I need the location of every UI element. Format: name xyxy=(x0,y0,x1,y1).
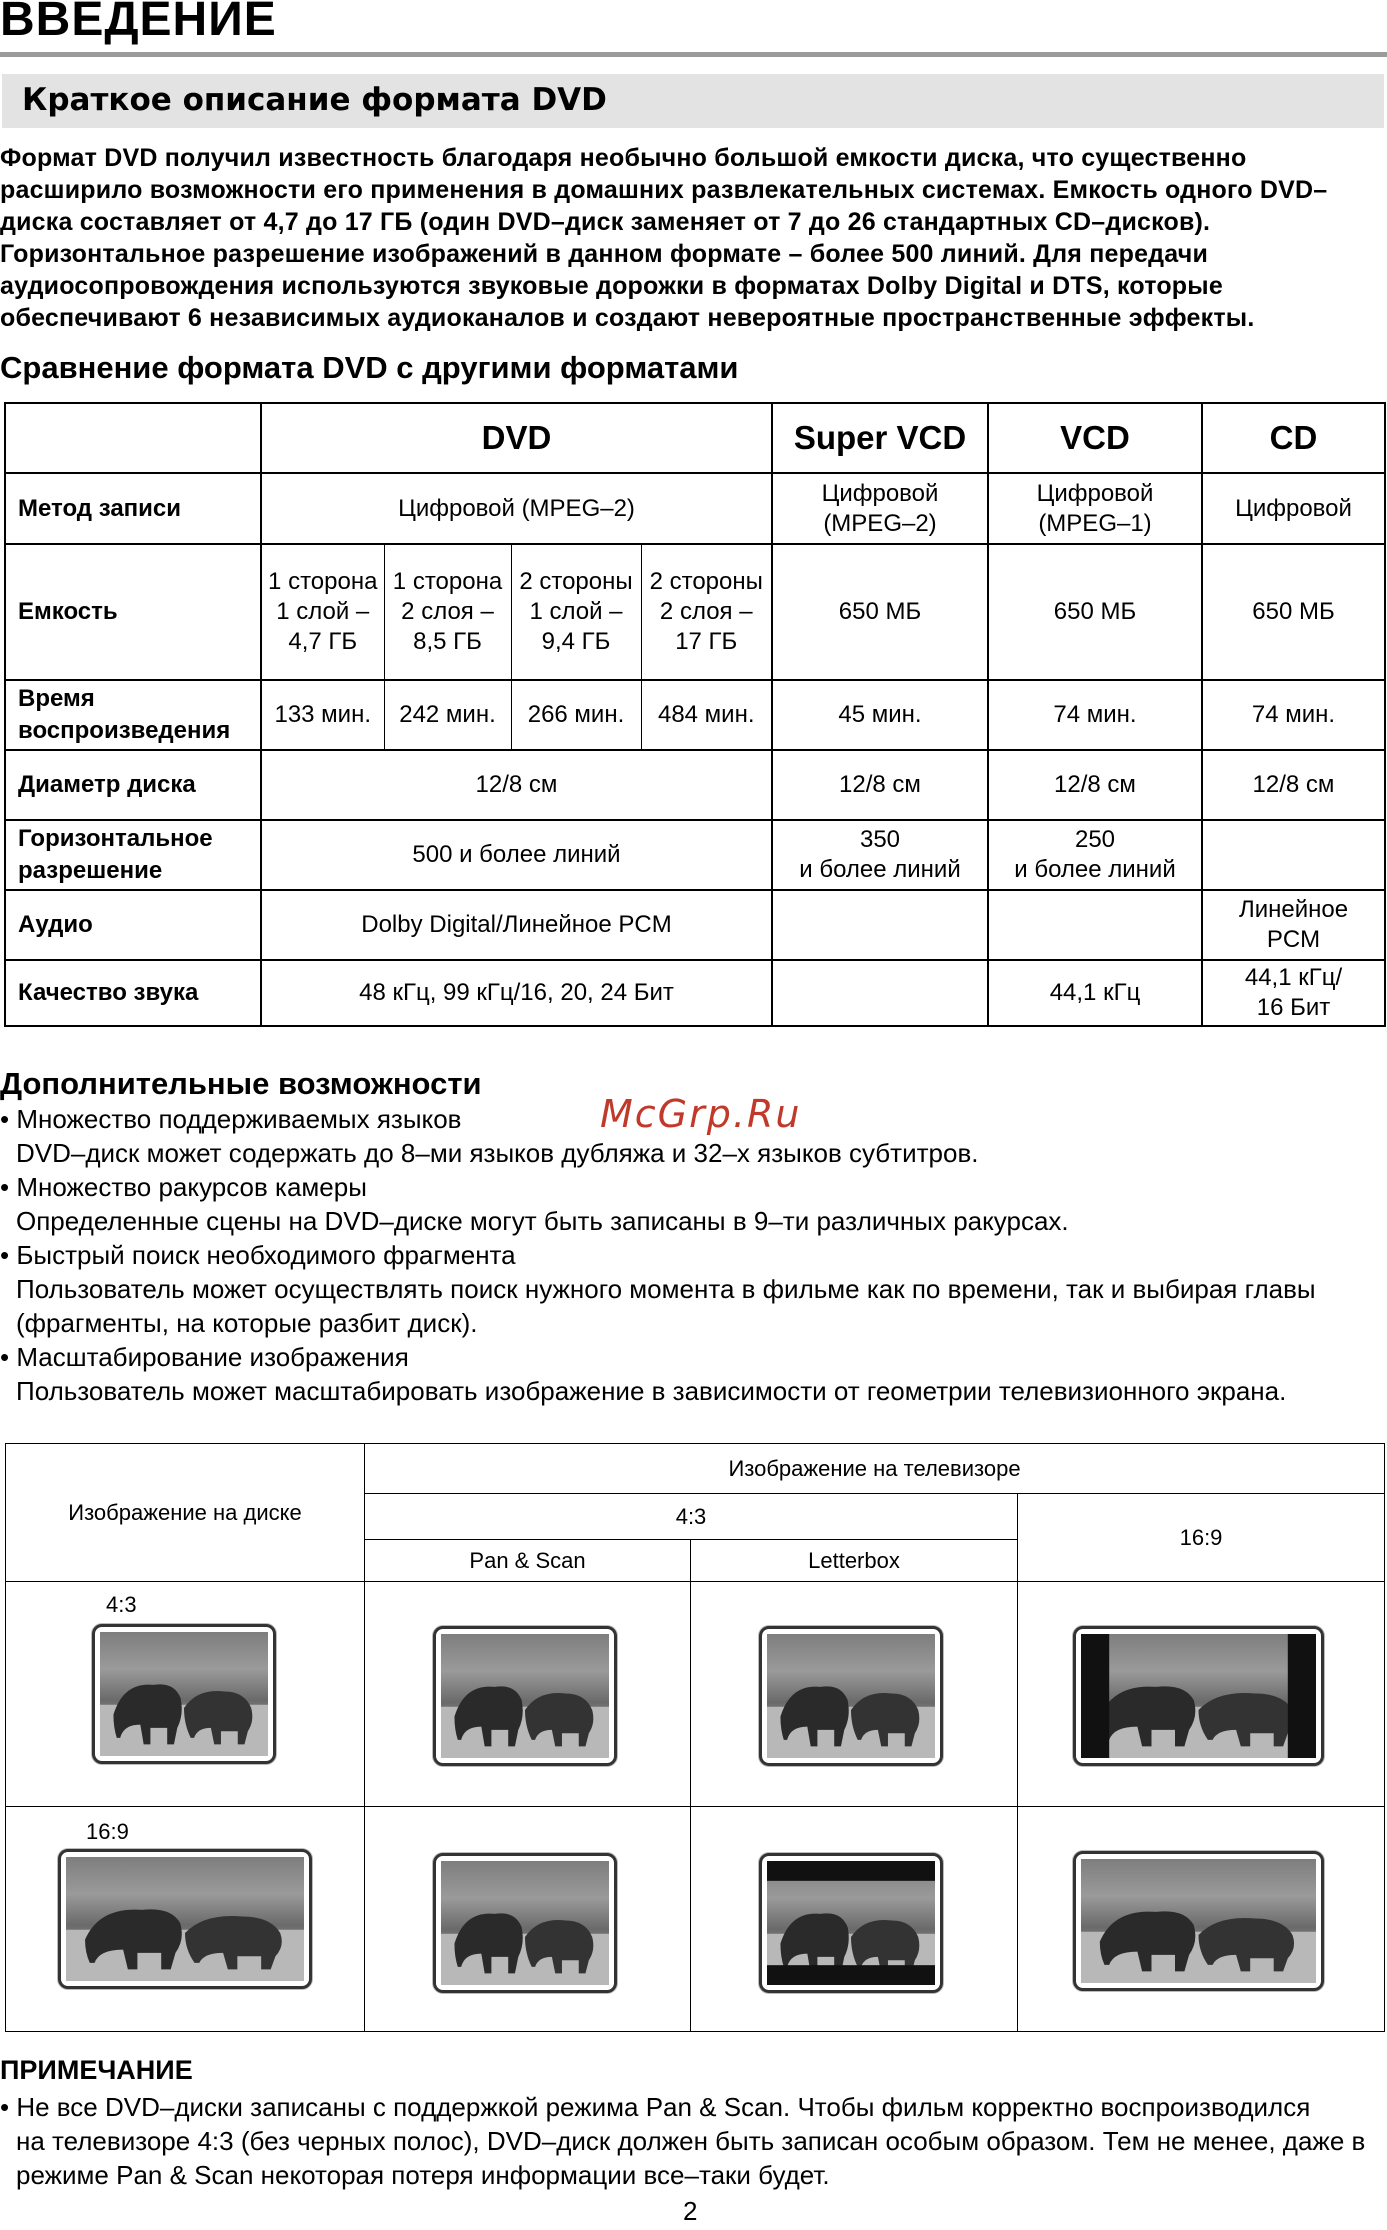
cell-line: 1 сторона xyxy=(392,568,503,595)
elephant-image xyxy=(1073,1851,1324,1991)
disc-169-cell xyxy=(6,1807,365,2032)
cell-line: Время xyxy=(18,685,95,712)
wide-169-cell xyxy=(1018,1807,1385,2032)
table-row xyxy=(5,680,1385,750)
cell-cd-audio xyxy=(1202,890,1385,960)
cell-svcd-playtime: 45 мин. xyxy=(772,680,988,750)
header-vcd: VCD xyxy=(988,403,1202,473)
cell-cd-method: Цифровой xyxy=(1202,473,1385,544)
cell-line: 350 xyxy=(859,826,901,853)
row-label-audio: Аудио xyxy=(5,890,261,960)
cell-dvd-diameter: 12/8 см xyxy=(261,750,772,820)
cell-vcd-quality: 44,1 кГц xyxy=(988,960,1202,1026)
header-empty-cell xyxy=(5,403,261,473)
wide-43-cell xyxy=(1018,1582,1385,1807)
elephant-image xyxy=(433,1626,617,1766)
cell-dvd-playtime-1: 133 мин. xyxy=(261,680,384,750)
features-list xyxy=(0,1102,1387,1408)
tv-image-header: Изображение на телевизоре xyxy=(365,1444,1385,1494)
cell-line: и более линий xyxy=(1014,856,1176,883)
letterbox-43-cell xyxy=(691,1582,1018,1807)
comparison-table xyxy=(4,402,1386,1027)
letterbox-169-cell xyxy=(691,1807,1018,2032)
cell-dvd-method: Цифровой (MPEG–2) xyxy=(261,473,772,544)
note-text xyxy=(0,2090,1387,2192)
display-table xyxy=(5,1443,1385,2032)
cell-dvd-capacity-4 xyxy=(641,544,772,680)
cell-line: 2 слоя – xyxy=(401,598,494,625)
cell-vcd-playtime: 74 мин. xyxy=(988,680,1202,750)
cell-line: 250 xyxy=(1074,826,1116,853)
cell-line: (MPEG–1) xyxy=(1038,509,1152,537)
cell-line: 1 слой – xyxy=(529,598,623,625)
elephant-image xyxy=(58,1849,312,1989)
note-line: • Не все DVD–диски записаны с поддержкой режима Pan & Scan. Чтобы фильм корректно воспроизводился xyxy=(0,2092,1311,2122)
cell-svcd-resolution xyxy=(772,820,988,890)
cell-cd-resolution xyxy=(1202,820,1385,890)
cell-line: (MPEG–2) xyxy=(823,509,937,537)
row-label-playtime xyxy=(5,680,261,750)
cell-vcd-diameter: 12/8 см xyxy=(988,750,1202,820)
cell-line: 1 слой – xyxy=(276,598,370,625)
row-label-diameter: Диаметр диска xyxy=(5,750,261,820)
cell-dvd-capacity-3 xyxy=(511,544,641,680)
feature-head: • Множество поддерживаемых языков xyxy=(0,1104,462,1134)
cell-dvd-playtime-4: 484 мин. xyxy=(641,680,772,750)
table-row xyxy=(6,1807,1385,2032)
table-row xyxy=(6,1444,1385,1494)
cell-line: Линейное xyxy=(1238,896,1349,923)
cell-vcd-resolution xyxy=(988,820,1202,890)
feature-desc: Пользователь может осуществлять поиск нужного момента в фильме как по времени, так и выбирая главы (фрагменты, на которые разбит диск). xyxy=(16,1274,1316,1338)
cell-dvd-resolution: 500 и более линий xyxy=(261,820,772,890)
cell-dvd-quality: 48 кГц, 99 кГц/16, 20, 24 Бит xyxy=(261,960,772,1026)
comparison-title: Сравнение формата DVD с другими форматами xyxy=(0,350,739,385)
pan-scan-169-cell xyxy=(365,1807,691,2032)
row-label-resolution xyxy=(5,820,261,890)
cell-line: 1 сторона xyxy=(268,568,378,595)
feature-desc: Пользователь может масштабировать изображение в зависимости от геометрии телевизионного экрана. xyxy=(16,1376,1287,1406)
table-row xyxy=(5,890,1385,960)
ratio-43-header: 4:3 xyxy=(365,1494,1018,1540)
cell-line: 9,4 ГБ xyxy=(541,628,611,655)
ratio-169-header: 16:9 xyxy=(1018,1494,1385,1582)
cell-line: Цифровой xyxy=(1036,479,1154,507)
feature-desc: Определенные сцены на DVD–диске могут быть записаны в 9–ти различных ракурсах. xyxy=(16,1206,1069,1236)
cell-line: PCM xyxy=(1266,926,1321,953)
table-row xyxy=(5,820,1385,890)
cell-svcd-method xyxy=(772,473,988,544)
cell-line: Цифровой xyxy=(821,479,939,507)
cell-svcd-capacity: 650 МБ xyxy=(772,544,988,680)
row-label-169: 16:9 xyxy=(86,1819,129,1844)
table-row xyxy=(5,473,1385,544)
table-row xyxy=(5,960,1385,1026)
elephant-image xyxy=(759,1626,943,1766)
cell-dvd-capacity-2 xyxy=(384,544,511,680)
cell-line: 17 ГБ xyxy=(675,628,738,655)
cell-line: Горизонтальное xyxy=(18,825,213,852)
cell-dvd-capacity-1 xyxy=(261,544,384,680)
pan-scan-43-cell xyxy=(365,1582,691,1807)
table-header-row xyxy=(5,403,1385,473)
header-svcd: Super VCD xyxy=(772,403,988,473)
section-title: Краткое описание формата DVD xyxy=(22,82,607,118)
table-row xyxy=(6,1582,1385,1807)
header-cd: CD xyxy=(1202,403,1385,473)
cell-vcd-audio xyxy=(988,890,1202,960)
cell-svcd-quality xyxy=(772,960,988,1026)
cell-dvd-audio: Dolby Digital/Линейное PCM xyxy=(261,890,772,960)
note-line: на телевизоре 4:3 (без черных полос), DVD–диск должен быть записан особым образом. Тем не менее, даже в режиме Pan & Scan некоторая потеря информации все–таки будет. xyxy=(16,2126,1366,2190)
cell-line: 44,1 кГц/ xyxy=(1244,964,1343,991)
features-title: Дополнительные возможности xyxy=(0,1066,482,1101)
note-title: ПРИМЕЧАНИЕ xyxy=(0,2055,193,2085)
cell-line: 2 стороны xyxy=(519,568,633,595)
cell-dvd-playtime-2: 242 мин. xyxy=(384,680,511,750)
section-header xyxy=(2,74,1384,128)
row-label-capacity: Емкость xyxy=(5,544,261,680)
intro-paragraph: Формат DVD получил известность благодаря необычно большой емкости диска, что существенно расширило возможности его применения в домашних развлекательных системах. Емкость одного DVD–диска составляет от 4,7 до 17 ГБ (один DVD–диск заменяет от 7 до 26 стандартных CD–дисков). Горизонтальное разрешение изображений в данном формате – более 500 линий. Для передачи аудиосопровождения используются звуковые дорожки в форматах Dolby Digital и DTS, которые обеспечивают 6 независимых аудиоканалов и создают невероятные пространственные эффекты. xyxy=(0,144,1328,332)
cell-line: воспроизведения xyxy=(18,717,231,744)
disc-image-header: Изображение на диске xyxy=(6,1444,365,1582)
cell-cd-quality xyxy=(1202,960,1385,1026)
disc-43-cell xyxy=(6,1582,365,1807)
row-label-43: 4:3 xyxy=(106,1592,137,1617)
feature-head: • Масштабирование изображения xyxy=(0,1342,409,1372)
elephant-image xyxy=(759,1853,943,1993)
cell-vcd-method xyxy=(988,473,1202,544)
cell-cd-playtime: 74 мин. xyxy=(1202,680,1385,750)
elephant-image xyxy=(433,1853,617,1993)
page-title: ВВЕДЕНИЕ xyxy=(0,0,277,46)
cell-cd-diameter: 12/8 см xyxy=(1202,750,1385,820)
table-row xyxy=(5,544,1385,680)
feature-head: • Множество ракурсов камеры xyxy=(0,1172,367,1202)
table-row xyxy=(5,750,1385,820)
elephant-image xyxy=(92,1624,276,1764)
cell-dvd-playtime-3: 266 мин. xyxy=(511,680,641,750)
page-number: 2 xyxy=(683,2196,698,2226)
cell-cd-capacity: 650 МБ xyxy=(1202,544,1385,680)
letterbox-header: Letterbox xyxy=(691,1540,1018,1582)
cell-vcd-capacity: 650 МБ xyxy=(988,544,1202,680)
pan-scan-header: Pan & Scan xyxy=(365,1540,691,1582)
cell-line: и более линий xyxy=(799,856,961,883)
cell-svcd-audio xyxy=(772,890,988,960)
row-label-method: Метод записи xyxy=(5,473,261,544)
cell-line: 2 стороны xyxy=(649,568,763,595)
cell-line: 16 Бит xyxy=(1256,994,1331,1021)
row-label-quality: Качество звука xyxy=(5,960,261,1026)
cell-line: 4,7 ГБ xyxy=(288,628,358,655)
cell-line: 8,5 ГБ xyxy=(413,628,482,655)
cell-line: разрешение xyxy=(18,857,163,884)
feature-head: • Быстрый поиск необходимого фрагмента xyxy=(0,1240,516,1270)
elephant-image xyxy=(1073,1626,1324,1766)
cell-line: 2 слоя – xyxy=(659,598,753,625)
cell-svcd-diameter: 12/8 см xyxy=(772,750,988,820)
title-rule xyxy=(0,52,1387,57)
header-dvd: DVD xyxy=(261,403,772,473)
feature-desc: DVD–диск может содержать до 8–ми языков дубляжа и 32–х языков субтитров. xyxy=(16,1138,979,1168)
watermark: McGrp.Ru xyxy=(600,1092,802,1136)
